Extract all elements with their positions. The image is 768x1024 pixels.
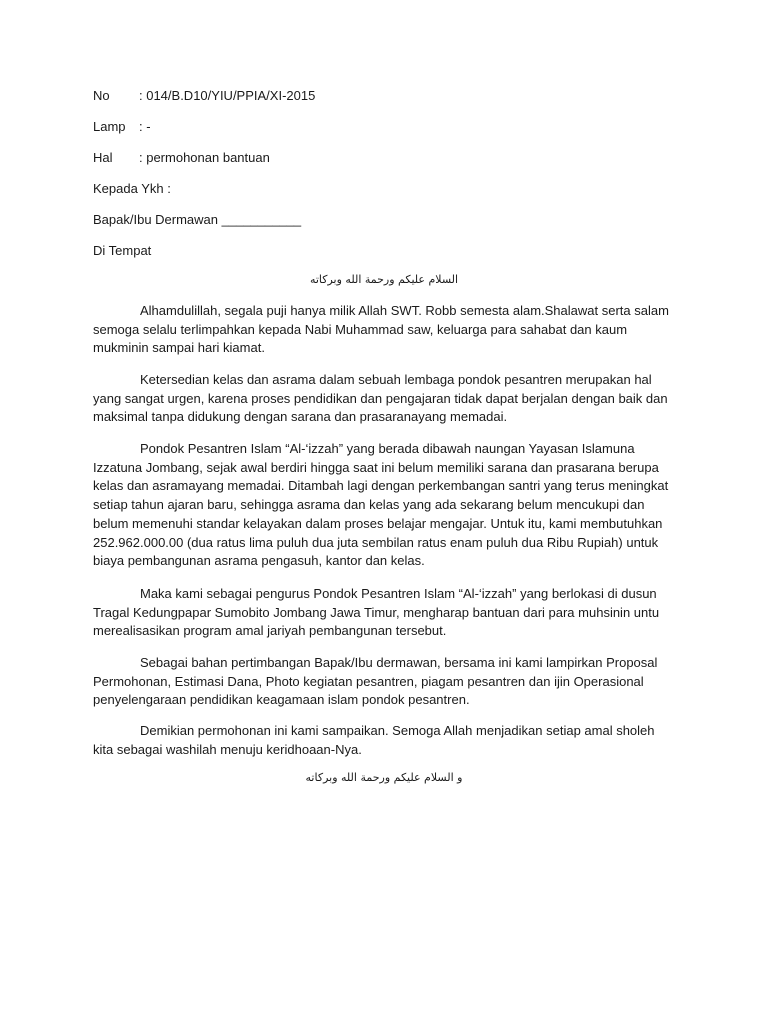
subject-label: Hal	[93, 150, 113, 165]
paragraph-attachments: Sebagai bahan pertimbangan Bapak/Ibu dermawan, bersama ini kami lampirkan Proposal Permohonan, Estimasi Dana, Photo kegiatan pesantren, piagam pesantren dan ijin Operasional penyelengaraan pendidikan keagamaan islam pondok pesantren.	[93, 655, 658, 708]
paragraph-opening: Alhamdulillah, segala puji hanya milik Allah SWT. Robb semesta alam.Shalawat serta salam semoga selalu terlimpahkan kepada Nabi Muhammad saw, keluarga para sahabat dan kaum mukminin sampai hari kiamat.	[93, 303, 669, 356]
opening-salam: السلام عليكم ورحمة الله وبركاته	[309, 273, 459, 286]
recipient-name: Bapak/Ibu Dermawan ___________	[93, 212, 302, 227]
letter-number-label: No	[93, 88, 110, 103]
paragraph-need: Ketersedian kelas dan asrama dalam sebuah lembaga pondok pesantren merupakan hal yang sangat urgen, karena proses pendidikan dan pengajaran tidak dapat berjalan dengan baik dan maksimal tanpa didukung dengan sarana dan prasaranayang memadai.	[93, 372, 668, 425]
recipient-greeting: Kepada Ykh :	[93, 181, 171, 196]
letter-number-value: : 014/B.D10/YIU/PPIA/XI-2015	[139, 88, 316, 103]
paragraph-closing: Demikian permohonan ini kami sampaikan. Semoga Allah menjadikan setiap amal sholeh kita sebagai washilah menuju keridhoaan-Nya.	[93, 723, 655, 757]
subject-row	[93, 150, 270, 166]
attachment-row	[93, 119, 151, 135]
paragraph-request: Maka kami sebagai pengurus Pondok Pesantren Islam “Al-‘izzah” yang berlokasi di dusun Tragal Kedungpapar Sumobito Jombang Jawa Timur, mengharap bantuan dari para muhsinin untu merealisasikan program amal jariyah pembangunan tersebut.	[93, 586, 660, 639]
attachment-value: : -	[139, 119, 151, 134]
letter-number-row	[93, 88, 315, 104]
subject-value: : permohonan bantuan	[139, 150, 270, 165]
closing-salam: و السلام عليكم ورحمة الله وبركاته	[305, 771, 463, 784]
attachment-label: Lamp	[93, 119, 126, 134]
paragraph-background: Pondok Pesantren Islam “Al-‘izzah” yang berada dibawah naungan Yayasan Islamuna Izzatuna Jombang, sejak awal berdiri hingga saat ini belum memiliki sarana dan prasarana berupa kelas dan asramayang memadai. Ditambah lagi dengan perkembangan santri yang terus meningkat setiap tahun ajaran baru, sehingga asrama dan kelas yang ada sekarang belum mencukupi dan belum memenuhi standar kelayakan dalam proses belajar mengajar. Untuk itu, kami membutuhkan 252.962.000.00 (dua ratus lima puluh dua juta sembilan ratus enam puluh dua Ribu Rupiah) untuk biaya pembangunan asrama pengasuh, kantor dan kelas.	[93, 441, 669, 569]
recipient-place: Di Tempat	[93, 243, 152, 258]
